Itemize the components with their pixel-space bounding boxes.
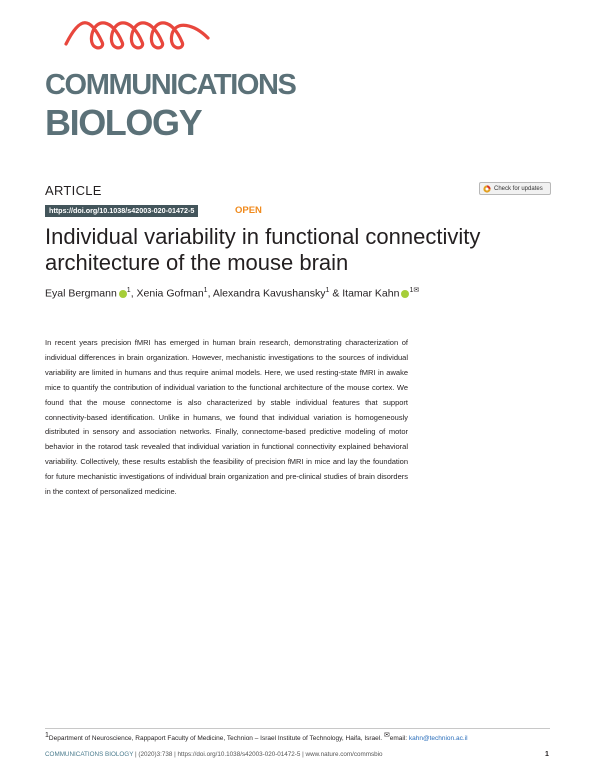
author-name[interactable]: Itamar Kahn (342, 287, 400, 300)
page-number: 1 (545, 751, 549, 758)
author-name[interactable]: Xenia Gofman (136, 287, 204, 300)
author-separator: , (130, 287, 137, 300)
author-separator: & (329, 287, 343, 300)
author-list (45, 286, 419, 300)
page-footer (45, 751, 383, 758)
footnote-affil-mark: 1 (45, 732, 49, 739)
footnote-divider (45, 728, 550, 729)
journal-name-line2: BIOLOGY (45, 102, 202, 143)
author-affiliation-mark: 1✉ (409, 287, 420, 294)
journal-logo-icon (62, 14, 212, 60)
article-title: Individual variability in functional connectivity architecture of the mouse brain (45, 224, 481, 275)
author-name[interactable]: Alexandra Kavushansky (212, 287, 326, 300)
footer-journal: COMMUNICATIONS BIOLOGY (45, 751, 134, 758)
affiliation-footnote (45, 731, 468, 742)
journal-name-line1: COMMUNICATIONS (45, 69, 296, 101)
author-email-link[interactable]: kahn@technion.ac.il (408, 735, 468, 743)
article-type-label: ARTICLE (45, 183, 102, 198)
footer-citation: | (2020)3:738 | https://doi.org/10.1038/s42003-020-01472-5 | www.nature.com/commsbio (133, 751, 383, 758)
author-affiliation-mark: 1 (203, 287, 208, 294)
check-for-updates-label: Check for updates (494, 185, 543, 192)
footnote-email-mark: ✉ (383, 732, 390, 739)
footnote-affiliation: Department of Neuroscience, Rappaport Faculty of Medicine, Technion – Israel Institute of Technology, Haifa, Israel. (48, 735, 383, 743)
author-name[interactable]: Eyal Bergmann (45, 287, 117, 300)
orcid-icon[interactable] (119, 290, 127, 298)
open-access-label: OPEN (235, 205, 262, 216)
abstract: In recent years precision fMRI has emerged in human brain research, demonstrating characterization of individual differences in brain organization. However, mechanistic investigations to the sources of individual variability are limited in humans and thus require animal models. Here, we used resting-state fMRI in awake mice to quantify the contribution of individual variation to the functional architecture of the mouse cortex. We found that the mouse connectome is also characterized by stable individual features that support connectivity-based identification. Unlike in humans, we found that individual variation is homogeneously distributed in sensory and association networks. Finally, connectome-based predictive modeling of motor behavior in the rotarod task revealed that individual variation in functional connectivity explained behavioral variability. Collectively, these results establish the feasibility of precision fMRI in mice and lay the foundation for future mechanistic investigations of individual brain organization and pre-clinical studies of brain disorders in the context of personalized medicine. (45, 338, 408, 497)
author-affiliation-mark: 1 (325, 287, 330, 294)
author-separator: , (207, 287, 213, 300)
crossmark-icon (483, 185, 491, 193)
check-for-updates-button[interactable] (479, 182, 551, 195)
doi-link[interactable]: https://doi.org/10.1038/s42003-020-01472-5 (45, 205, 198, 217)
footnote-email-prefix: email: (389, 735, 409, 743)
author-affiliation-mark: 1 (126, 287, 131, 294)
